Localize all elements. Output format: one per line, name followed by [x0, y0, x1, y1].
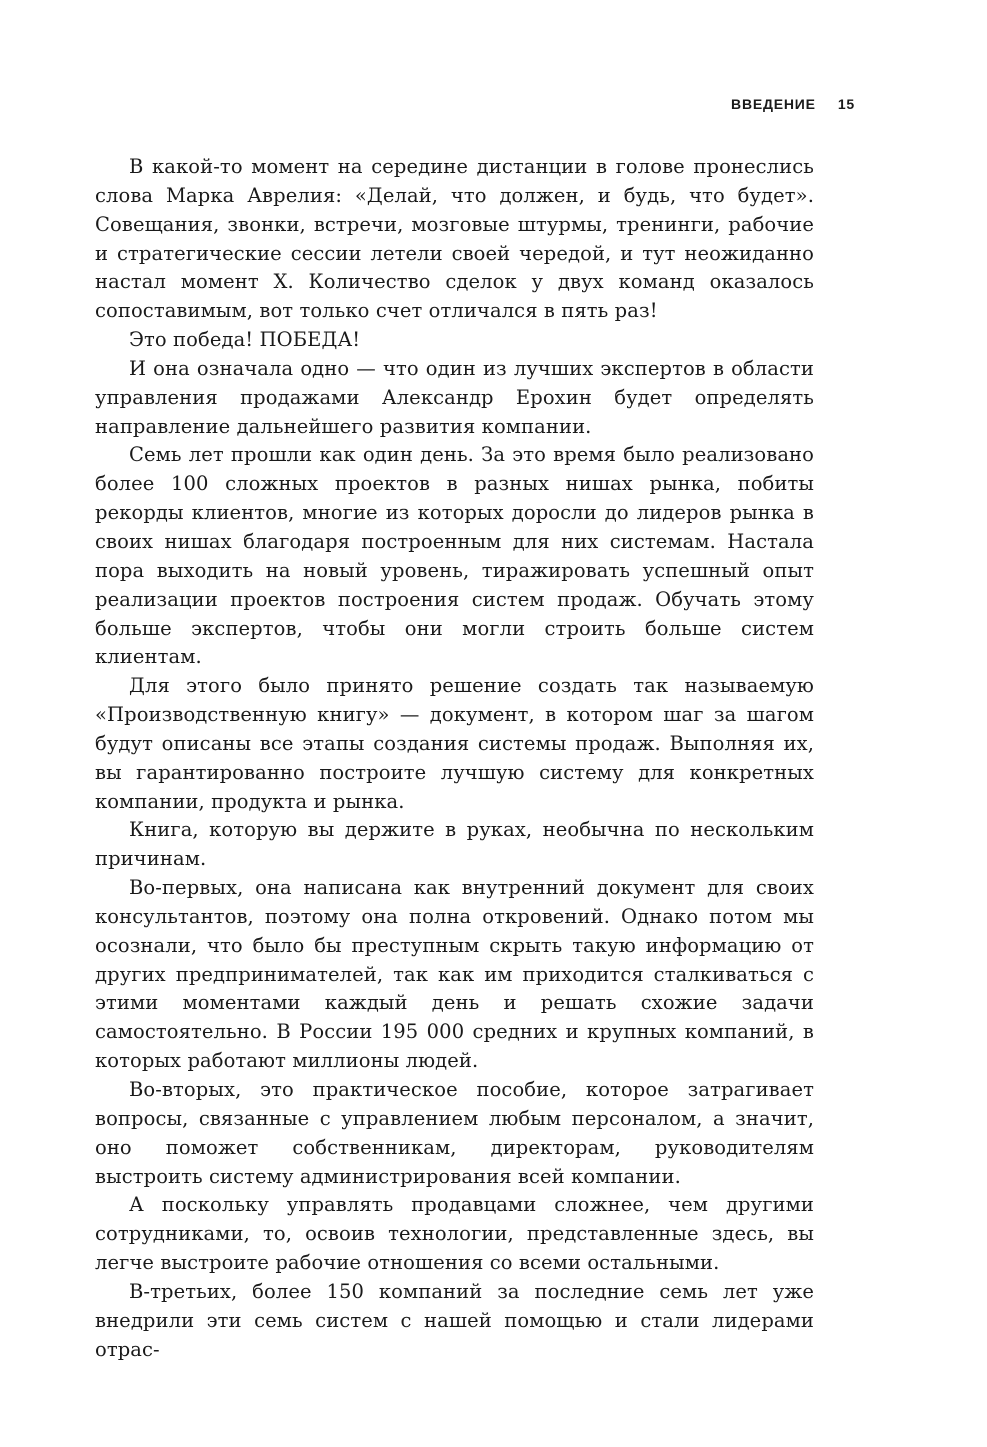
paragraph: Во-вторых, это практическое пособие, которое затрагивает вопросы, связанные с управлением любым персоналом, а значит, оно поможет собственникам, директорам, руководителям выстроить систему администрирования всей компании. [95, 1078, 814, 1188]
paragraph: В какой-то момент на середине дистанции в голове пронеслись слова Марка Аврелия: «Делай, что должен, и будь, что будет». Совещания, звонки, встречи, мозговые штурмы, тренинги, рабочие и стратегические сессии летели своей чередой, и тут неожиданно настал момент Х. Количество сделок у двух команд оказалось сопоставимым, вот только счет отличался в пять раз! [95, 155, 814, 323]
page-number: 15 [837, 96, 855, 112]
text-body [95, 153, 814, 1364]
section-title: ВВЕДЕНИЕ [731, 96, 816, 112]
paragraph: А поскольку управлять продавцами сложнее, чем другими сотрудниками, то, освоив технологии, представленные здесь, вы легче выстроите рабочие отношения со всеми остальными. [95, 1193, 814, 1275]
paragraph: Семь лет прошли как один день. За это время было реализовано более 100 сложных проектов в разных нишах рынка, побиты рекорды клиентов, многие из которых доросли до лидеров рынка в своих нишах благодаря построенным для них системам. Настала пора выходить на новый уровень, тиражировать успешный опыт реализации проектов построения систем продаж. Обучать этому больше экспертов, чтобы они могли строить больше систем клиентам. [95, 443, 814, 669]
paragraph: Во-первых, она написана как внутренний документ для своих консультантов, поэтому она полна откровений. Однако потом мы осознали, что было бы преступным скрыть такую информацию от других предпринимателей, так как им приходится сталкиваться с этими моментами каждый день и решать схожие задачи самостоятельно. В России 195 000 средних и крупных компаний, в которых работают миллионы людей. [95, 876, 814, 1073]
paragraph: Для этого было принято решение создать так называемую «Производственную книгу» — документ, в котором шаг за шагом будут описаны все этапы создания системы продаж. Выполняя их, вы гарантированно построите лучшую систему для конкретных компании, продукта и рынка. [95, 674, 814, 813]
paragraph: И она означала одно — что один из лучших экспертов в области управления продажами Александр Ерохин будет определять направление дальнейшего развития компании. [95, 356, 814, 438]
paragraph: В-третьих, более 150 компаний за последние семь лет уже внедрили эти семь систем с нашей помощью и стали лидерами отрас- [95, 1279, 814, 1361]
paragraph: Это победа! ПОБЕДА! [129, 328, 361, 352]
paragraph: Книга, которую вы держите в руках, необычна по нескольким причинам. [95, 818, 814, 871]
running-head [731, 96, 855, 112]
